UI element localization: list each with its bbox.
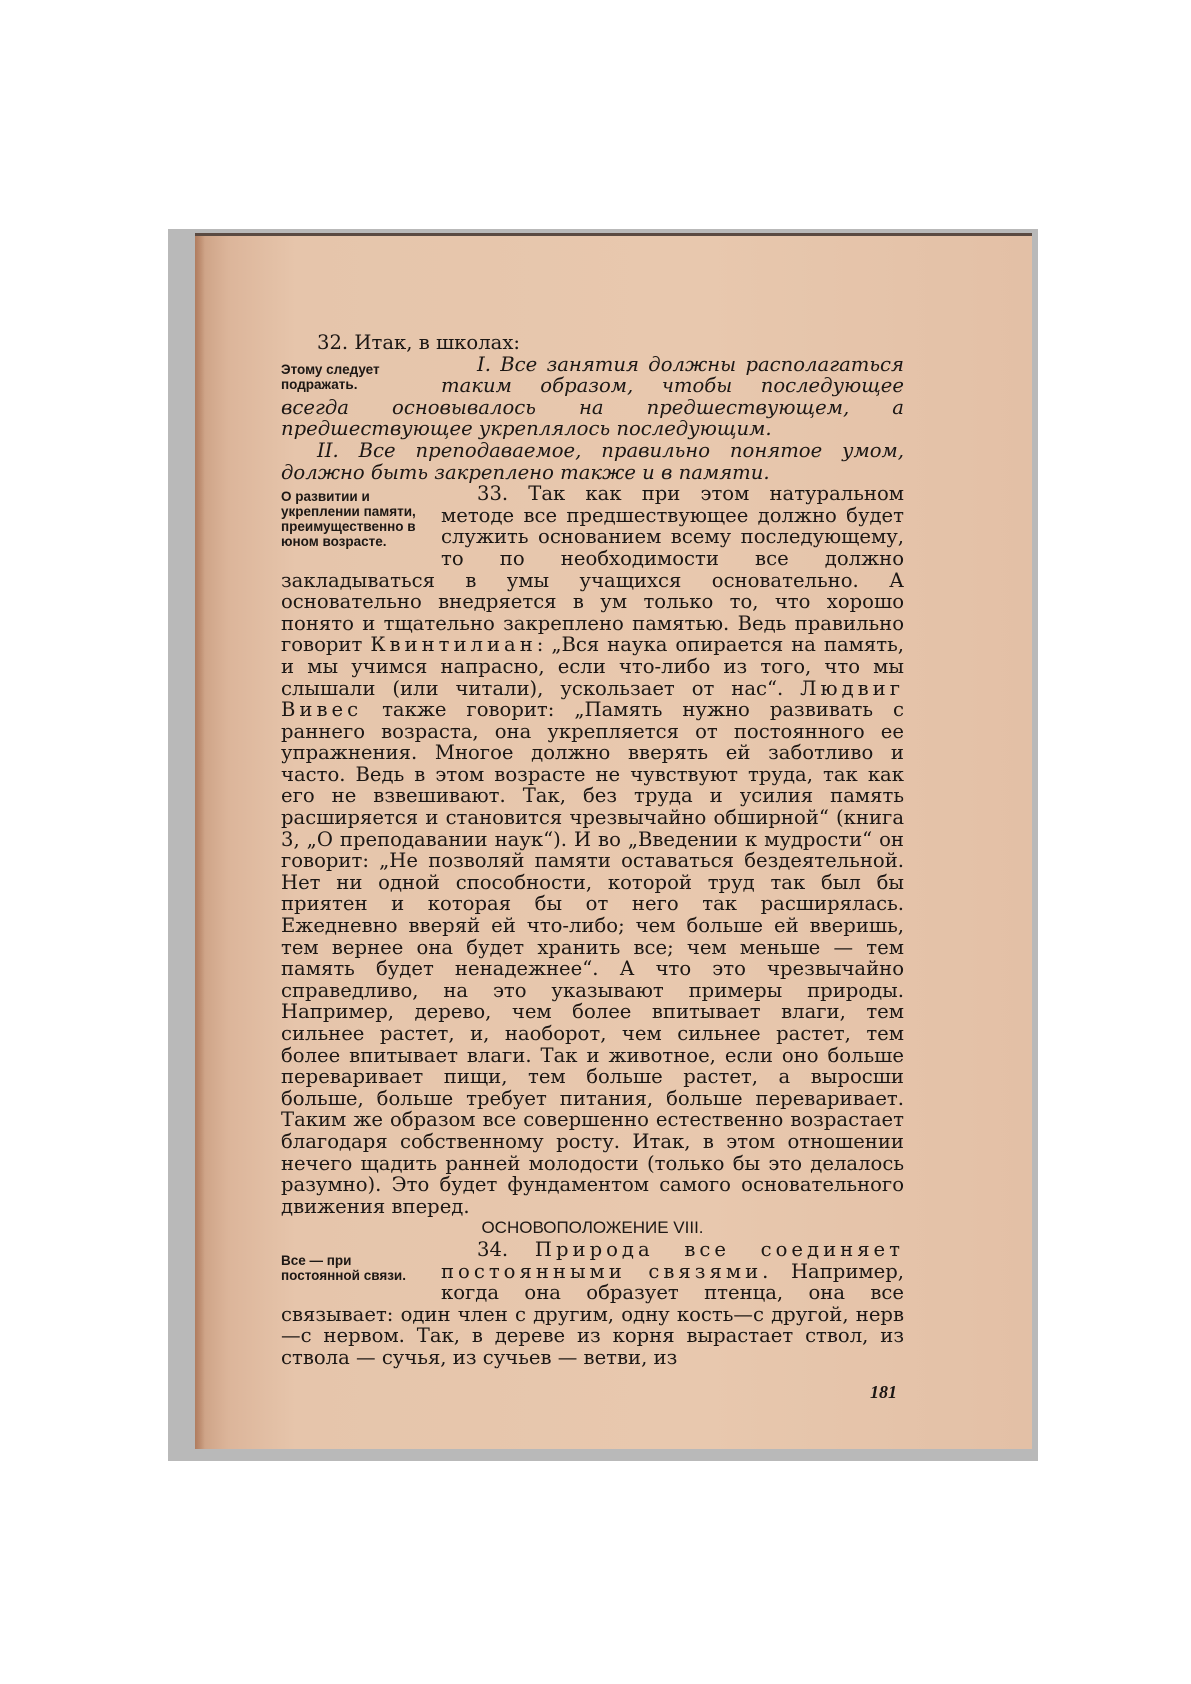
rule-1: I. Все занятия должны располагаться таким образом, чтобы последующее всегда основывалось на предшествующем, а предшествующее укреплялось последующим.	[281, 352, 904, 441]
principle-heading: ОСНОВОПОЛОЖЕНИЕ VIII.	[481, 1218, 704, 1238]
section-32-intro: 32. Итак, в школах:	[317, 331, 520, 354]
section-33-text-3: также говорит: „Память нужно развивать с раннего возраста, она укрепляется от постоянного ее упражнения. Многое должно вверять ей заботливо и часто. Ведь в этом возрасте не чувствуют труда, так как его не взвешивают. Так, без труда и усилия память расширяется и становится чрезвычайно обширной“ (книга 3, „О преподавании наук“). И во „Введении к мудрости“ он говорит: „Не позволяй памяти оставаться бездеятельной. Нет ни одной способности, которой труд так был бы приятен и которая бы от него так расширялась. Ежедневно вверяй ей что-либо; чем больше ей вверишь, тем вернее она будет хранить все; чем меньше — тем память будет ненадежнее“. А что это чрезвычайно справедливо, на это указывают примеры природы. Например, дерево, чем более впитывает влаги, тем сильнее растет, и, наоборот, чем сильнее растет, тем более впитывает влаги. Так и животное, если оно больше переваривает пищи, тем больше растет, а выросши больше, больше требует питания, больше переваривает. Таким же образом все совершенно естественно возрастает благодаря собственному росту. Итак, в этом отношении нечего щадить ранней молодости (только бы это делалось разумно). Это будет фундаментом самого основательного движения вперед.	[281, 698, 905, 1218]
page-text	[281, 332, 904, 1369]
margin-note-memory: О развитии и укреплении памяти, преимущественно в юном возрасте.	[281, 489, 416, 550]
section-34-text: Например, когда она образует птенца, она все связывает: один член с другим, одну кость—с другой, нерв—с нервом. Так, в дереве из корня вырастает ствол, из ствола — сучья, из сучьев — ветви, из	[281, 1259, 905, 1369]
margin-note-connection: Все — при постоянной связи.	[281, 1252, 406, 1283]
rule-2: II. Все преподаваемое, правильно понятое умом, должно быть закреплено также и в памяти.	[281, 438, 904, 484]
page-spine-shadow	[195, 236, 205, 1449]
author-quintilian: Квинтилиан	[370, 633, 537, 657]
section-33-text: 33. Так как при этом натуральном методе все предшествующее должно будет служить основанием всему последующему, то по необходимости все должно закладываться в умы учащихся основательно. А основательно внедряется в ум только то, что хорошо понято и тщательно закреплено памятью. Ведь правильно говорит	[281, 482, 904, 657]
section-33-text-2: : „Вся наука опирается на память, и мы учимся напрасно, если что-либо из того, что мы слышали (или читали), ускользает от нас“.	[281, 633, 904, 700]
section-34-lead: Природа все соединяет постоянными связями.	[441, 1237, 904, 1283]
section-34-number: 34.	[477, 1237, 509, 1261]
author-vives: Людвиг Вивес	[281, 676, 905, 722]
section-33-paragraph	[281, 483, 904, 1217]
page-number: 181	[870, 1382, 897, 1402]
margin-note-imitate: Этому следует подражать.	[281, 361, 380, 392]
